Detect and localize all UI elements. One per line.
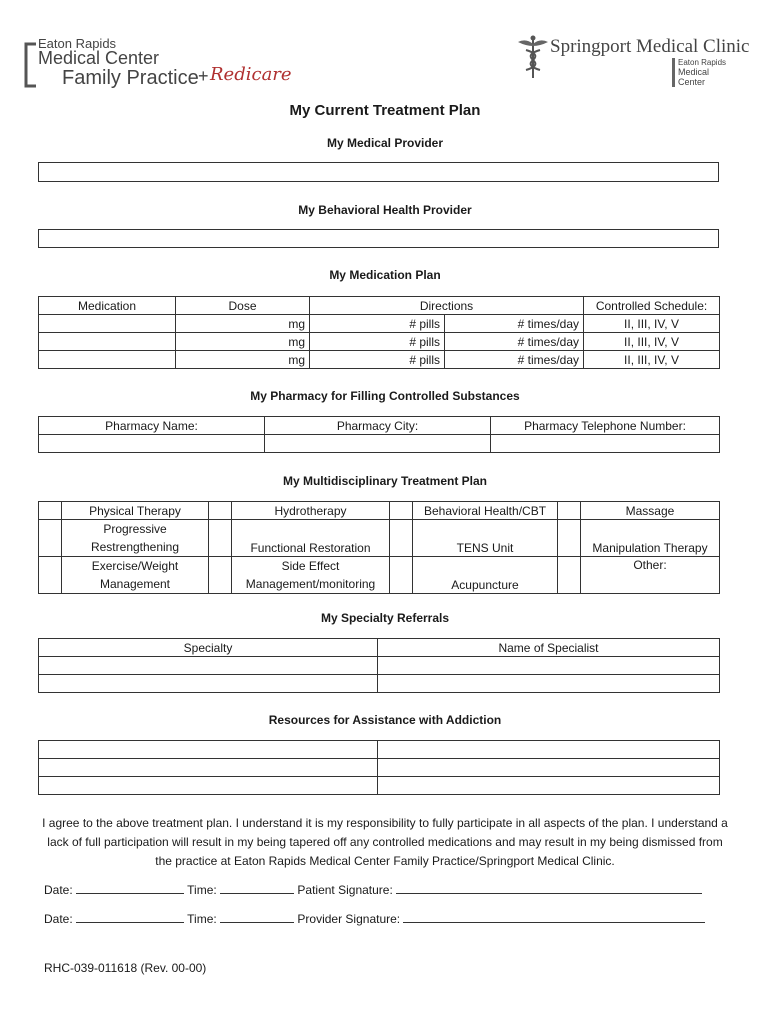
resource-cell[interactable] [39,759,378,777]
patient-signature-label: Patient Signature: [297,883,393,897]
medication-cell[interactable] [39,351,176,369]
checkbox-cell[interactable] [209,557,232,594]
referrals-heading: My Specialty Referrals [320,611,450,625]
times-cell[interactable]: # times/day [445,315,584,333]
checkbox-cell[interactable] [209,502,232,520]
caduceus-icon [516,34,550,80]
checkbox-cell[interactable] [390,520,413,557]
dose-cell[interactable]: mg [176,333,310,351]
table-row [39,741,720,759]
treatment-option: Progressive Restrengthening [62,520,209,557]
logo-line-1: Eaton Rapids [38,36,117,51]
medication-cell[interactable] [39,333,176,351]
table-header-row [39,417,720,435]
pharmacy-name-cell[interactable] [39,435,265,453]
springport-logo [516,34,750,87]
medical-provider-field[interactable] [38,162,719,182]
treatment-option: Behavioral Health/CBT [413,502,558,520]
provider-signature-label: Provider Signature: [297,912,401,926]
table-header-row [39,297,720,315]
table-row [39,759,720,777]
header-specialist: Name of Specialist [378,639,720,657]
pharmacy-heading: My Pharmacy for Filling Controlled Substances [250,389,520,403]
pharmacy-table [38,416,720,453]
pills-cell[interactable]: # pills [310,351,445,369]
times-cell[interactable]: # times/day [445,351,584,369]
treatment-option: Other: [581,557,720,594]
treatment-option: Side Effect Management/monitoring [232,557,390,594]
table-row [39,333,720,351]
resource-cell[interactable] [378,777,720,795]
table-row [39,351,720,369]
schedule-cell[interactable]: II, III, IV, V [584,351,720,369]
header-dose: Dose [176,297,310,315]
pills-cell[interactable]: # pills [310,333,445,351]
date-field[interactable] [76,910,184,923]
header-schedule: Controlled Schedule: [584,297,720,315]
provider-signature-line [44,910,705,926]
dose-cell[interactable]: mg [176,315,310,333]
medical-provider-heading: My Medical Provider [326,136,444,150]
logo-line-3: Family Practice [62,67,199,89]
logo-plus: + [198,66,209,86]
checkbox-cell[interactable] [390,502,413,520]
treatment-option: Massage [581,502,720,520]
specialist-cell[interactable] [378,657,720,675]
pharmacy-city-cell[interactable] [265,435,491,453]
time-field[interactable] [220,910,294,923]
table-row [39,675,720,693]
table-row [39,657,720,675]
header-pharmacy-phone: Pharmacy Telephone Number: [491,417,720,435]
treatment-option: Acupuncture [413,557,558,594]
page-title: My Current Treatment Plan [289,102,481,119]
logo-line-2: Medical Center [38,48,160,68]
table-header-row [39,639,720,657]
checkbox-cell[interactable] [39,557,62,594]
multidisciplinary-heading: My Multidisciplinary Treatment Plan [282,474,488,488]
multidisciplinary-table [38,501,720,594]
table-row [39,435,720,453]
small-erm-logo [672,58,738,87]
pills-cell[interactable]: # pills [310,315,445,333]
resource-cell[interactable] [378,741,720,759]
header-specialty: Specialty [39,639,378,657]
checkbox-cell[interactable] [39,520,62,557]
treatment-option: Hydrotherapy [232,502,390,520]
table-row [39,315,720,333]
agreement-text: I agree to the above treatment plan. I understand it is my responsibility to fully participate in all aspects of the plan. I understand a lack of full participation will result in my being tapered off any controlled medications and may result in my being dismissed from the practice at Eaton Rapids Medical Center Family Practice/Springport Medical Clinic. [42,816,728,868]
eaton-rapids-logo [22,34,292,94]
times-cell[interactable]: # times/day [445,333,584,351]
checkbox-cell[interactable] [209,520,232,557]
checkbox-cell[interactable] [558,520,581,557]
behavioral-provider-heading: My Behavioral Health Provider [298,203,472,217]
header-medication: Medication [39,297,176,315]
header-directions: Directions [310,297,584,315]
dose-cell[interactable]: mg [176,351,310,369]
patient-signature-line [44,881,702,897]
schedule-cell[interactable]: II, III, IV, V [584,333,720,351]
checkbox-cell[interactable] [558,557,581,594]
form-code-footer: RHC-039-011618 (Rev. 00-00) [44,961,207,975]
pharmacy-phone-cell[interactable] [491,435,720,453]
resource-cell[interactable] [378,759,720,777]
treatment-option: TENS Unit [413,520,558,557]
patient-signature-field[interactable] [396,881,702,894]
medication-plan-heading: My Medication Plan [329,268,441,282]
treatment-option: Physical Therapy [62,502,209,520]
specialist-cell[interactable] [378,675,720,693]
table-row [39,777,720,795]
resources-table [38,740,720,795]
medication-table [38,296,720,369]
treatment-option: Manipulation Therapy [581,520,720,557]
resource-cell[interactable] [39,741,378,759]
table-row [39,502,720,520]
springport-title: Springport Medical Clinic [550,36,750,57]
small-logo-line-2: Medical Center [678,67,710,87]
schedule-cell[interactable]: II, III, IV, V [584,315,720,333]
specialty-cell[interactable] [39,657,378,675]
treatment-option: Exercise/Weight Management [62,557,209,594]
checkbox-cell[interactable] [39,502,62,520]
date-label: Date: [44,883,73,897]
treatment-option: Functional Restoration [232,520,390,557]
time-label: Time: [187,912,217,926]
time-label: Time: [187,883,217,897]
resources-heading: Resources for Assistance with Addiction [268,713,502,727]
checkbox-cell[interactable] [558,502,581,520]
behavioral-provider-field[interactable] [38,229,719,248]
table-row [39,520,720,557]
specialty-cell[interactable] [39,675,378,693]
date-field[interactable] [76,881,184,894]
resource-cell[interactable] [39,777,378,795]
medication-cell[interactable] [39,315,176,333]
header-pharmacy-city: Pharmacy City: [265,417,491,435]
table-row [39,557,720,594]
small-logo-line-1: Eaton Rapids [678,58,727,67]
header-pharmacy-name: Pharmacy Name: [39,417,265,435]
referrals-table [38,638,720,693]
checkbox-cell[interactable] [390,557,413,594]
date-label: Date: [44,912,73,926]
logo-redicare: Redicare [210,64,292,85]
provider-signature-field[interactable] [403,910,705,923]
time-field[interactable] [220,881,294,894]
